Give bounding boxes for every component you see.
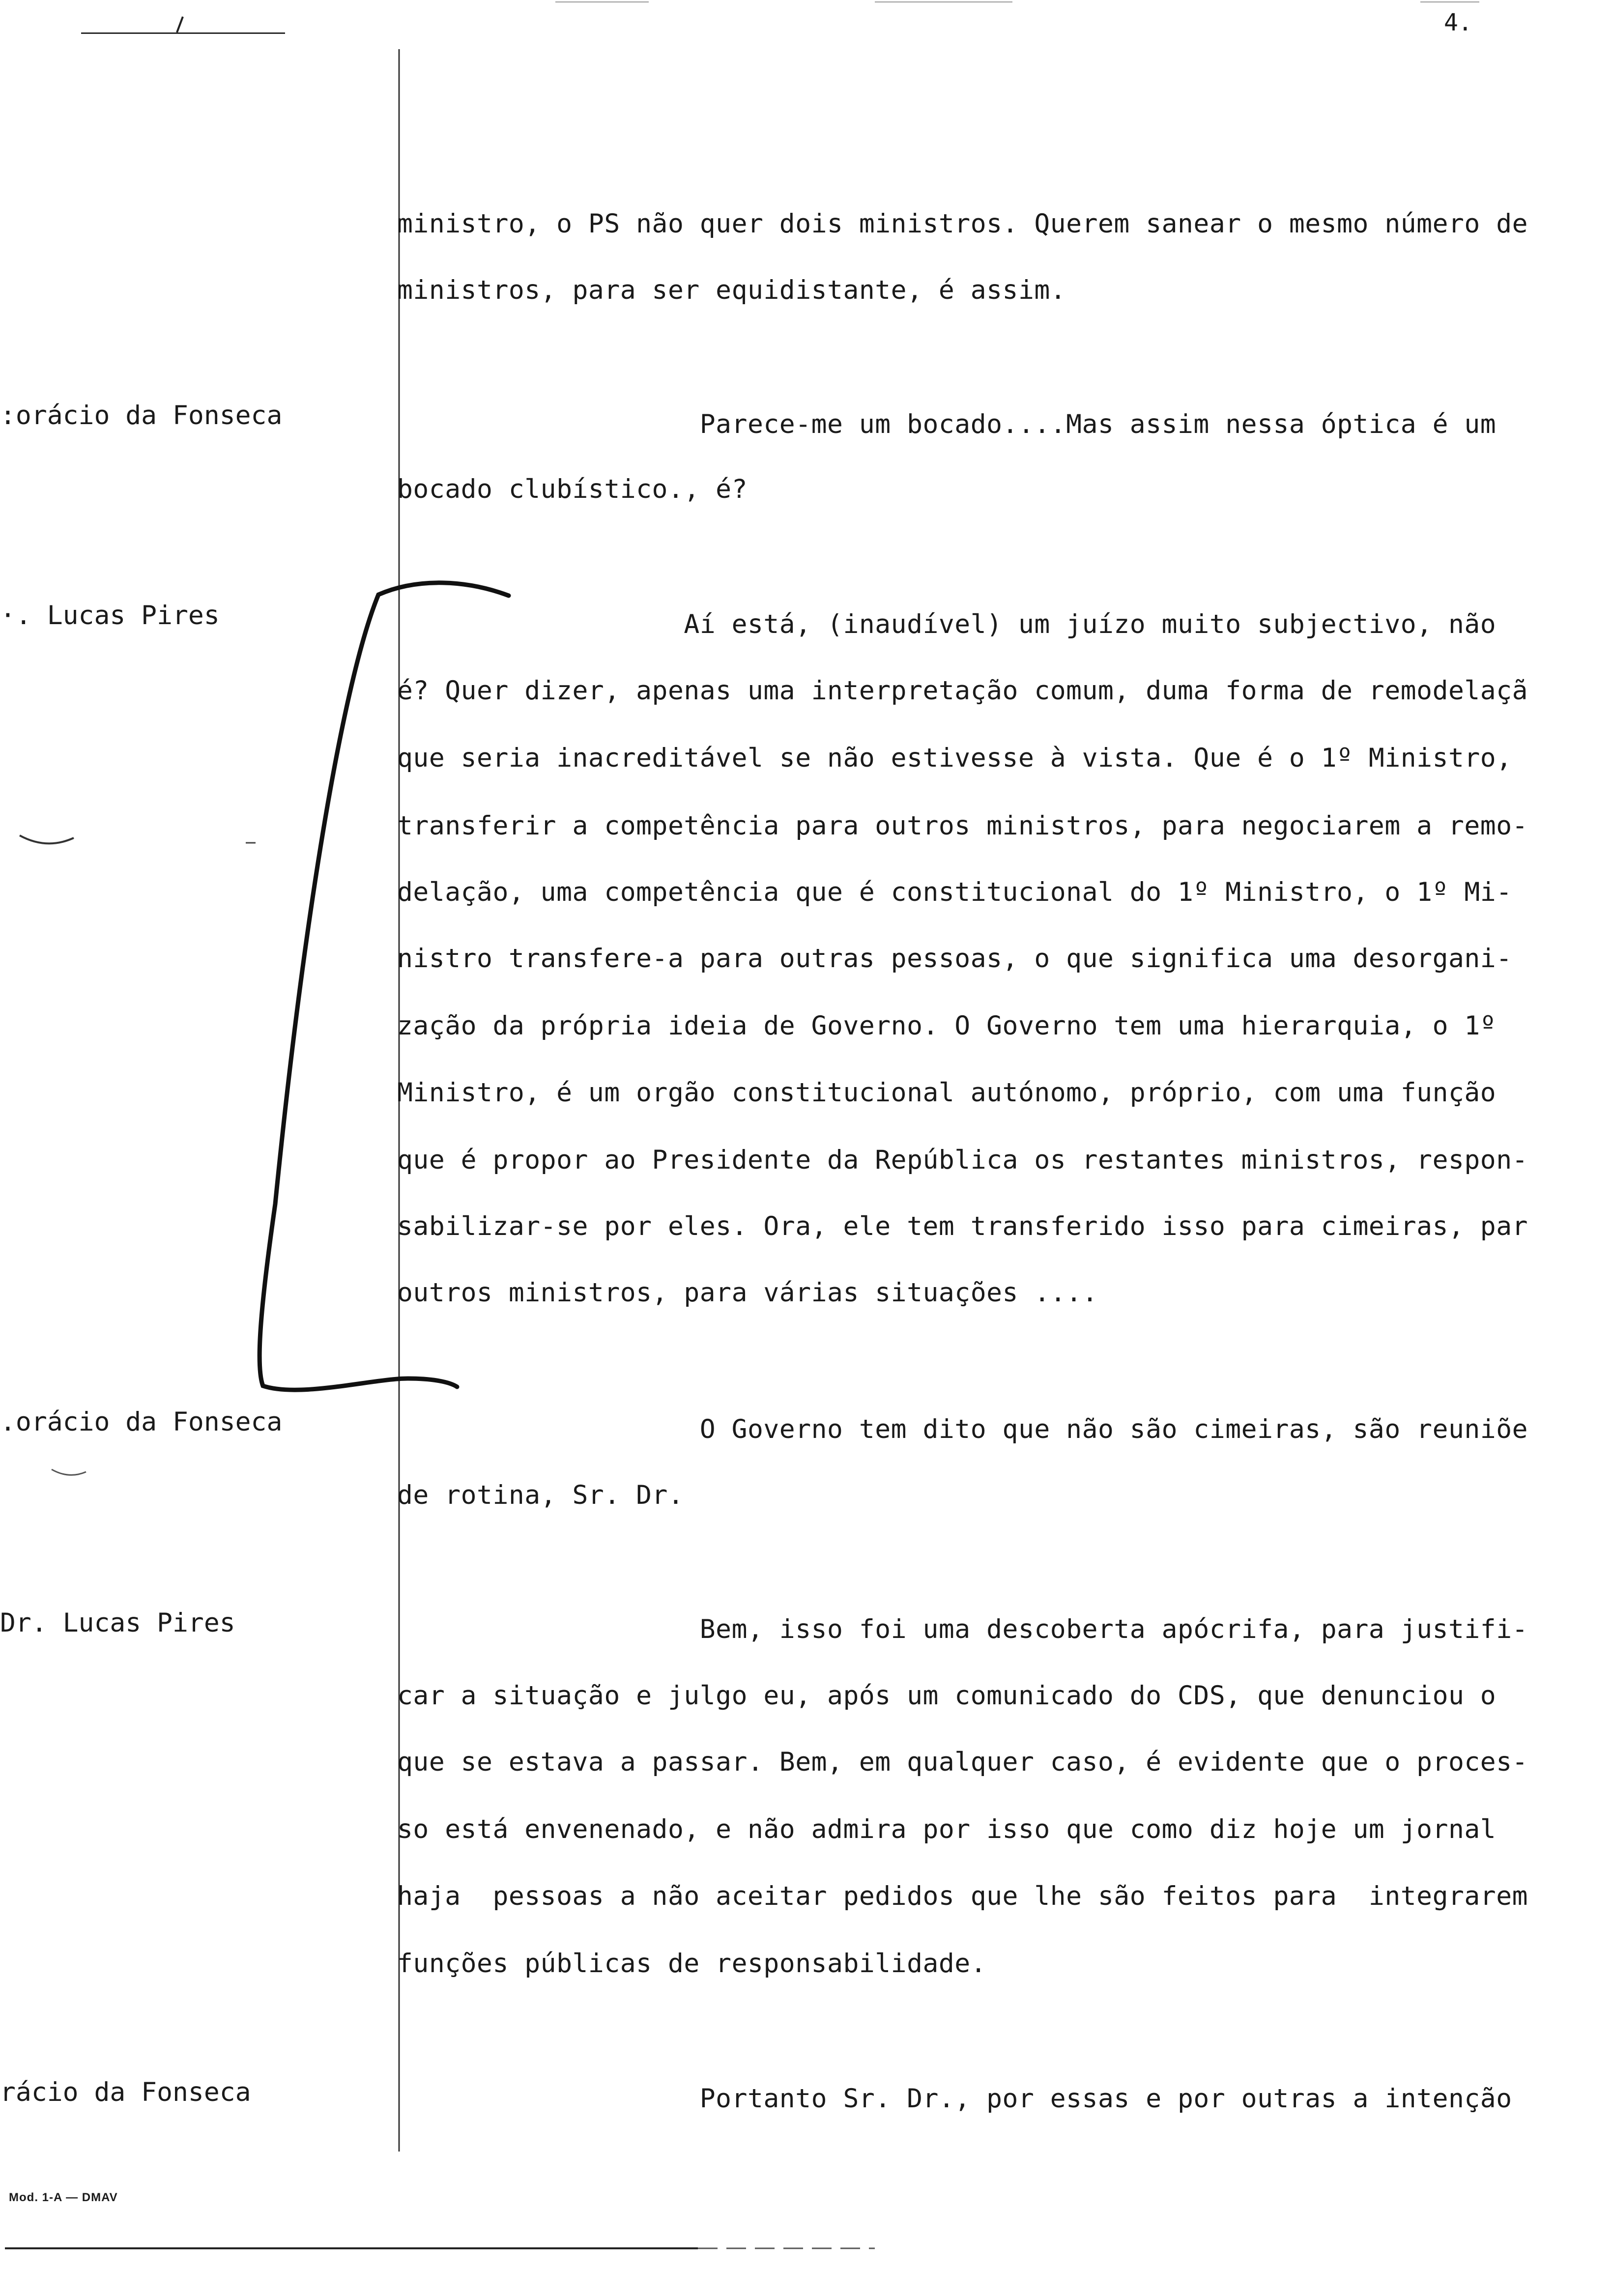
transcript-line: transferir a competência para outros ministros, para negociarem a remo-	[397, 811, 1528, 841]
transcript-line: Parece-me um bocado....Mas assim nessa óptica é um	[397, 409, 1497, 439]
transcript-line: ministro, o PS não quer dois ministros. Querem sanear o mesmo número de	[397, 209, 1528, 239]
speaker-label: :orácio da Fonseca	[0, 401, 283, 430]
margin-mark	[52, 1469, 86, 1475]
speaker-label: Dr. Lucas Pires	[0, 1608, 235, 1638]
speaker-label: ·. Lucas Pires	[0, 601, 220, 631]
form-code: Mod. 1-A — DMAV	[9, 2191, 118, 2204]
transcript-line: nistro transfere-a para outras pessoas, o que significa uma desorgani-	[397, 944, 1512, 974]
transcript-line: zação da própria ideia de Governo. O Governo tem uma hierarquia, o 1º	[397, 1011, 1497, 1041]
transcript-line: haja pessoas a não aceitar pedidos que lhe são feitos para integrarem	[397, 1881, 1528, 1911]
transcript-line: O Governo tem dito que não são cimeiras, são reuniõe	[397, 1414, 1528, 1444]
transcript-line: funções públicas de responsabilidade.	[397, 1949, 987, 1979]
transcript-line: bocado clubístico., é?	[397, 474, 748, 504]
transcript-line: ministros, para ser equidistante, é assim.	[397, 275, 1066, 305]
transcript-line: Ministro, é um orgão constitucional autónomo, próprio, com uma função	[397, 1078, 1497, 1108]
transcript-line: outros ministros, para várias situações ....	[397, 1278, 1098, 1308]
speaker-label: .orácio da Fonseca	[0, 1407, 283, 1437]
speaker-label: rácio da Fonseca	[0, 2077, 251, 2107]
transcript-line: sabilizar-se por eles. Ora, ele tem transferido isso para cimeiras, par	[397, 1211, 1528, 1241]
transcript-line: delação, uma competência que é constitucional do 1º Ministro, o 1º Mi-	[397, 877, 1512, 907]
transcript-line: de rotina, Sr. Dr.	[397, 1480, 684, 1510]
transcript-line: car a situação e julgo eu, após um comunicado do CDS, que denunciou o	[397, 1681, 1497, 1711]
transcript-line: Aí está, (inaudível) um juízo muito subjectivo, não	[397, 609, 1497, 639]
transcript-line: é? Quer dizer, apenas uma interpretação comum, duma forma de remodelaçã	[397, 676, 1528, 706]
margin-mark	[20, 835, 74, 843]
transcript-line: Portanto Sr. Dr., por essas e por outras a intenção	[397, 2084, 1512, 2114]
transcript-line: que seria inacreditável se não estivesse à vista. Que é o 1º Ministro,	[397, 743, 1512, 773]
transcript-line: so está envenenado, e não admira por isso que como diz hoje um jornal	[397, 1814, 1497, 1844]
transcript-line: Bem, isso foi uma descoberta apócrifa, para justifi-	[397, 1614, 1528, 1644]
transcript-line: que se estava a passar. Bem, em qualquer caso, é evidente que o proces-	[397, 1747, 1528, 1777]
page-number: 4.	[1444, 9, 1472, 36]
transcript-line: que é propor ao Presidente da República os restantes ministros, respon-	[397, 1145, 1528, 1175]
top-left-tick	[177, 17, 183, 32]
